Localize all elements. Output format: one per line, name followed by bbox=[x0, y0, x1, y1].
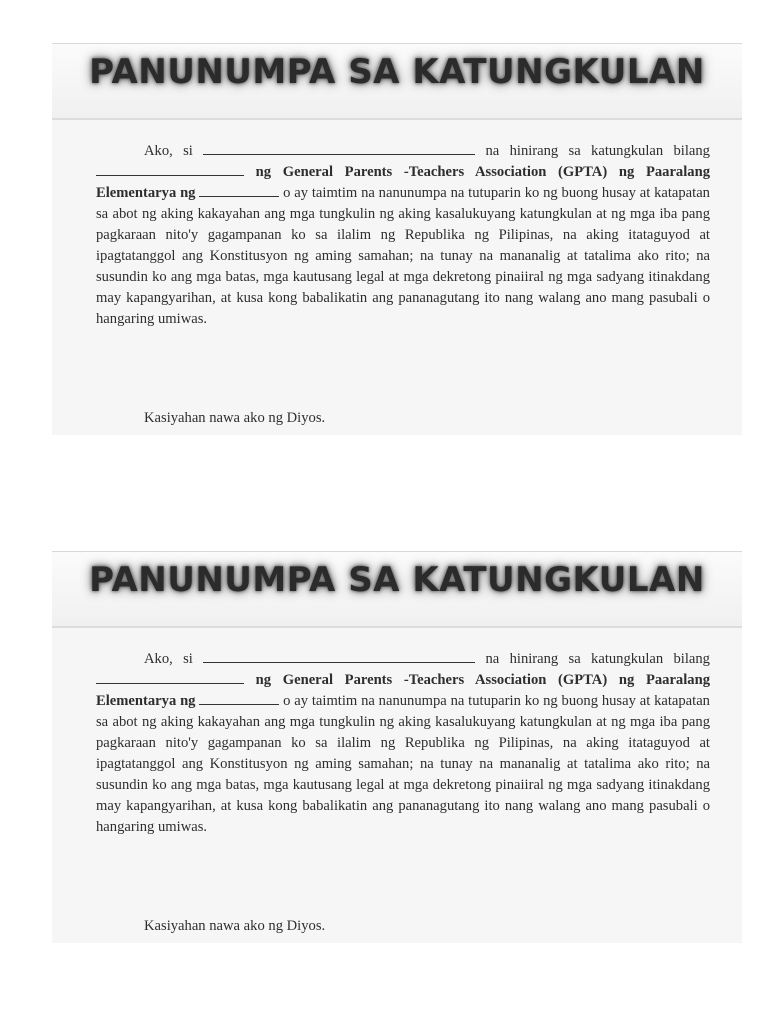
oath-card bbox=[52, 43, 742, 435]
closing-line: Kasiyahan nawa ako ng Diyos. bbox=[144, 918, 326, 934]
oath-title: PANUNUMPA SA KATUNGKULAN bbox=[89, 560, 705, 600]
oath-card bbox=[52, 551, 742, 943]
school-blank bbox=[199, 184, 279, 197]
oath-body-text: o ay taimtim na nanunumpa na tutuparin ko ng buong husay at katapatan sa abot ng aking kakayahan ang mga tungkulin ng aking kasalukuyang katungkulan at ng mga iba pang pagkaraan nito'y gagampanan ko sa ilalim ng Republika ng Pilipinas, na aking itataguyod at ipagtatanggol ang Konstitusyon ng aming samahan; na tunay na mananalig at tatalima ako rito; na susundin ko ang mga batas, mga kautusang legal at mga dekretong pinaiiral ng mga sadyang itinakdang may kapangyarihan, at kusa kong babalikatin ang pananagutang ito nang walang ano mang pasubali o hangaring umiwas. bbox=[96, 693, 710, 835]
position-blank bbox=[96, 671, 244, 684]
oath-paragraph bbox=[96, 141, 710, 330]
oath-after-name: na hinirang sa katungkulan bilang bbox=[485, 651, 710, 667]
oath-organization: ng General Parents -Teachers Association (GPTA) ng Paaralang Elementarya ng bbox=[96, 672, 710, 709]
position-blank bbox=[96, 163, 244, 176]
oath-organization: ng General Parents -Teachers Association (GPTA) ng Paaralang Elementarya ng bbox=[96, 164, 710, 201]
title-band bbox=[52, 551, 742, 628]
name-blank bbox=[203, 650, 475, 663]
oath-body-text: o ay taimtim na nanunumpa na tutuparin ko ng buong husay at katapatan sa abot ng aking kakayahan ang mga tungkulin ng aking kasalukuyang katungkulan at ng mga iba pang pagkaraan nito'y gagampanan ko sa ilalim ng Republika ng Pilipinas, na aking itataguyod at ipagtatanggol ang Konstitusyon ng aming samahan; na tunay na mananalig at tatalima ako rito; na susundin ko ang mga batas, mga kautusang legal at mga dekretong pinaiiral ng mga sadyang itinakdang may kapangyarihan, at kusa kong babalikatin ang pananagutang ito nang walang ano mang pasubali o hangaring umiwas. bbox=[96, 185, 710, 327]
school-blank bbox=[199, 692, 279, 705]
closing-line: Kasiyahan nawa ako ng Diyos. bbox=[144, 410, 326, 426]
oath-after-name: na hinirang sa katungkulan bilang bbox=[485, 143, 710, 159]
oath-intro: Ako, si bbox=[144, 143, 193, 159]
divider bbox=[52, 626, 742, 628]
name-blank bbox=[203, 142, 475, 155]
oath-intro: Ako, si bbox=[144, 651, 193, 667]
divider bbox=[52, 118, 742, 120]
oath-paragraph bbox=[96, 649, 710, 838]
oath-title: PANUNUMPA SA KATUNGKULAN bbox=[89, 52, 705, 92]
title-band bbox=[52, 43, 742, 120]
